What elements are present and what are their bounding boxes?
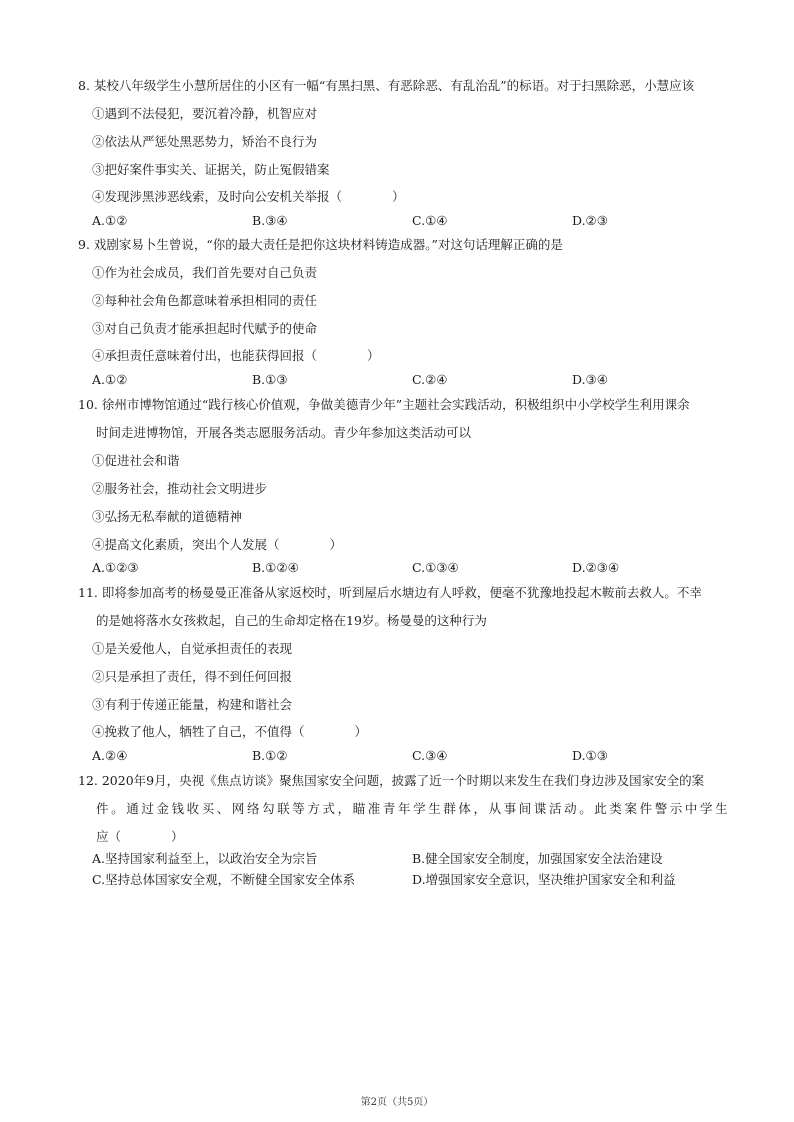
statement-item: ④承担责任意味着付出，也能获得回报（ ） xyxy=(92,348,380,363)
choice-d[interactable]: D.①③ xyxy=(572,748,608,763)
statement-item: ②依法从严惩处黑恶势力，矫治不良行为 xyxy=(92,134,318,149)
statement-item: ④提高文化素质，突出个人发展（ ） xyxy=(92,537,343,552)
choice-a[interactable]: A.①② xyxy=(92,372,128,387)
choice-d[interactable]: D.②③ xyxy=(572,213,608,228)
statement-item: ③弘扬无私奉献的道德精神 xyxy=(92,509,243,524)
choice-c[interactable]: C.③④ xyxy=(412,748,448,763)
question-stem: 8. 某校八年级学生小慧所居住的小区有一幅“有黑扫黑、有恶除恶、有乱治乱”的标语。对于扫黑除恶，小慧应该 xyxy=(78,78,695,93)
statement-item: ②每种社会角色都意味着承担相同的责任 xyxy=(92,293,318,308)
choice-c[interactable]: C.②④ xyxy=(412,372,448,387)
question-stem: 12. 2020年9月，央视《焦点访谈》聚焦国家安全问题，披露了近一个时期以来发生在我们身边涉及国家安全的案 xyxy=(78,773,705,788)
question-stem-continued: 件。通过金钱收买、网络勾联等方式，瞄准青年学生群体，从事间谍活动。此类案件警示中学生 xyxy=(96,801,731,816)
question-stem-continued: 应（ ） xyxy=(96,829,184,844)
choice-d[interactable]: D.增强国家安全意识，坚决维护国家安全和利益 xyxy=(412,872,676,887)
statement-item: ③把好案件事实关、证据关，防止冤假错案 xyxy=(92,162,330,177)
choice-a[interactable]: A.①②③ xyxy=(92,560,139,575)
choice-a[interactable]: A.坚持国家利益至上，以政治安全为宗旨 xyxy=(92,851,318,866)
choice-c[interactable]: C.①③④ xyxy=(412,560,459,575)
statement-item: ①遇到不法侵犯，要沉着冷静，机智应对 xyxy=(92,106,318,121)
page-number: 第2页（共5页） xyxy=(360,1097,434,1108)
statement-item: ②只是承担了责任，得不到任何回报 xyxy=(92,669,293,684)
choice-b[interactable]: B.①③ xyxy=(252,372,288,387)
choice-c[interactable]: C.坚持总体国家安全观，不断健全国家安全体系 xyxy=(92,872,356,887)
question-stem: 9. 戏剧家易卜生曾说，“你的最大责任是把你这块材料铸造成器。”对这句话理解正确的是 xyxy=(78,237,563,252)
choice-b[interactable]: B.健全国家安全制度，加强国家安全法治建设 xyxy=(412,851,663,866)
question-stem-continued: 的是她将落水女孩救起，自己的生命却定格在19岁。杨曼曼的这种行为 xyxy=(96,613,487,628)
statement-item: ③对自己负责才能承担起时代赋予的使命 xyxy=(92,321,318,336)
statement-item: ②服务社会，推动社会文明进步 xyxy=(92,481,268,496)
statement-item: ①促进社会和谐 xyxy=(92,453,180,468)
choice-b[interactable]: B.③④ xyxy=(252,213,288,228)
choice-a[interactable]: A.①② xyxy=(92,213,128,228)
choice-c[interactable]: C.①④ xyxy=(412,213,448,228)
statement-item: ①作为社会成员，我们首先要对自己负责 xyxy=(92,265,318,280)
question-stem-continued: 时间走进博物馆，开展各类志愿服务活动。青少年参加这类活动可以 xyxy=(96,425,472,440)
statement-item: ④发现涉黑涉恶线索，及时向公安机关举报（ ） xyxy=(92,189,405,204)
statement-item: ④挽救了他人，牺牲了自己，不值得（ ） xyxy=(92,724,368,739)
choice-a[interactable]: A.②④ xyxy=(92,748,128,763)
statement-item: ①是关爱他人，自觉承担责任的表现 xyxy=(92,641,293,656)
choice-b[interactable]: B.①②④ xyxy=(252,560,299,575)
choice-b[interactable]: B.①② xyxy=(252,748,288,763)
choice-d[interactable]: D.③④ xyxy=(572,372,608,387)
statement-item: ③有利于传递正能量，构建和谐社会 xyxy=(92,697,293,712)
question-stem: 11. 即将参加高考的杨曼曼正准备从家返校时，听到屋后水塘边有人呼救，便毫不犹豫地投起木鞍前去救人。不幸 xyxy=(78,585,702,600)
question-stem: 10. 徐州市博物馆通过“践行核心价值观，争做美德青少年”主题社会实践活动，积极组织中小学校学生利用课余 xyxy=(78,397,690,412)
choice-d[interactable]: D.②③④ xyxy=(572,560,620,575)
